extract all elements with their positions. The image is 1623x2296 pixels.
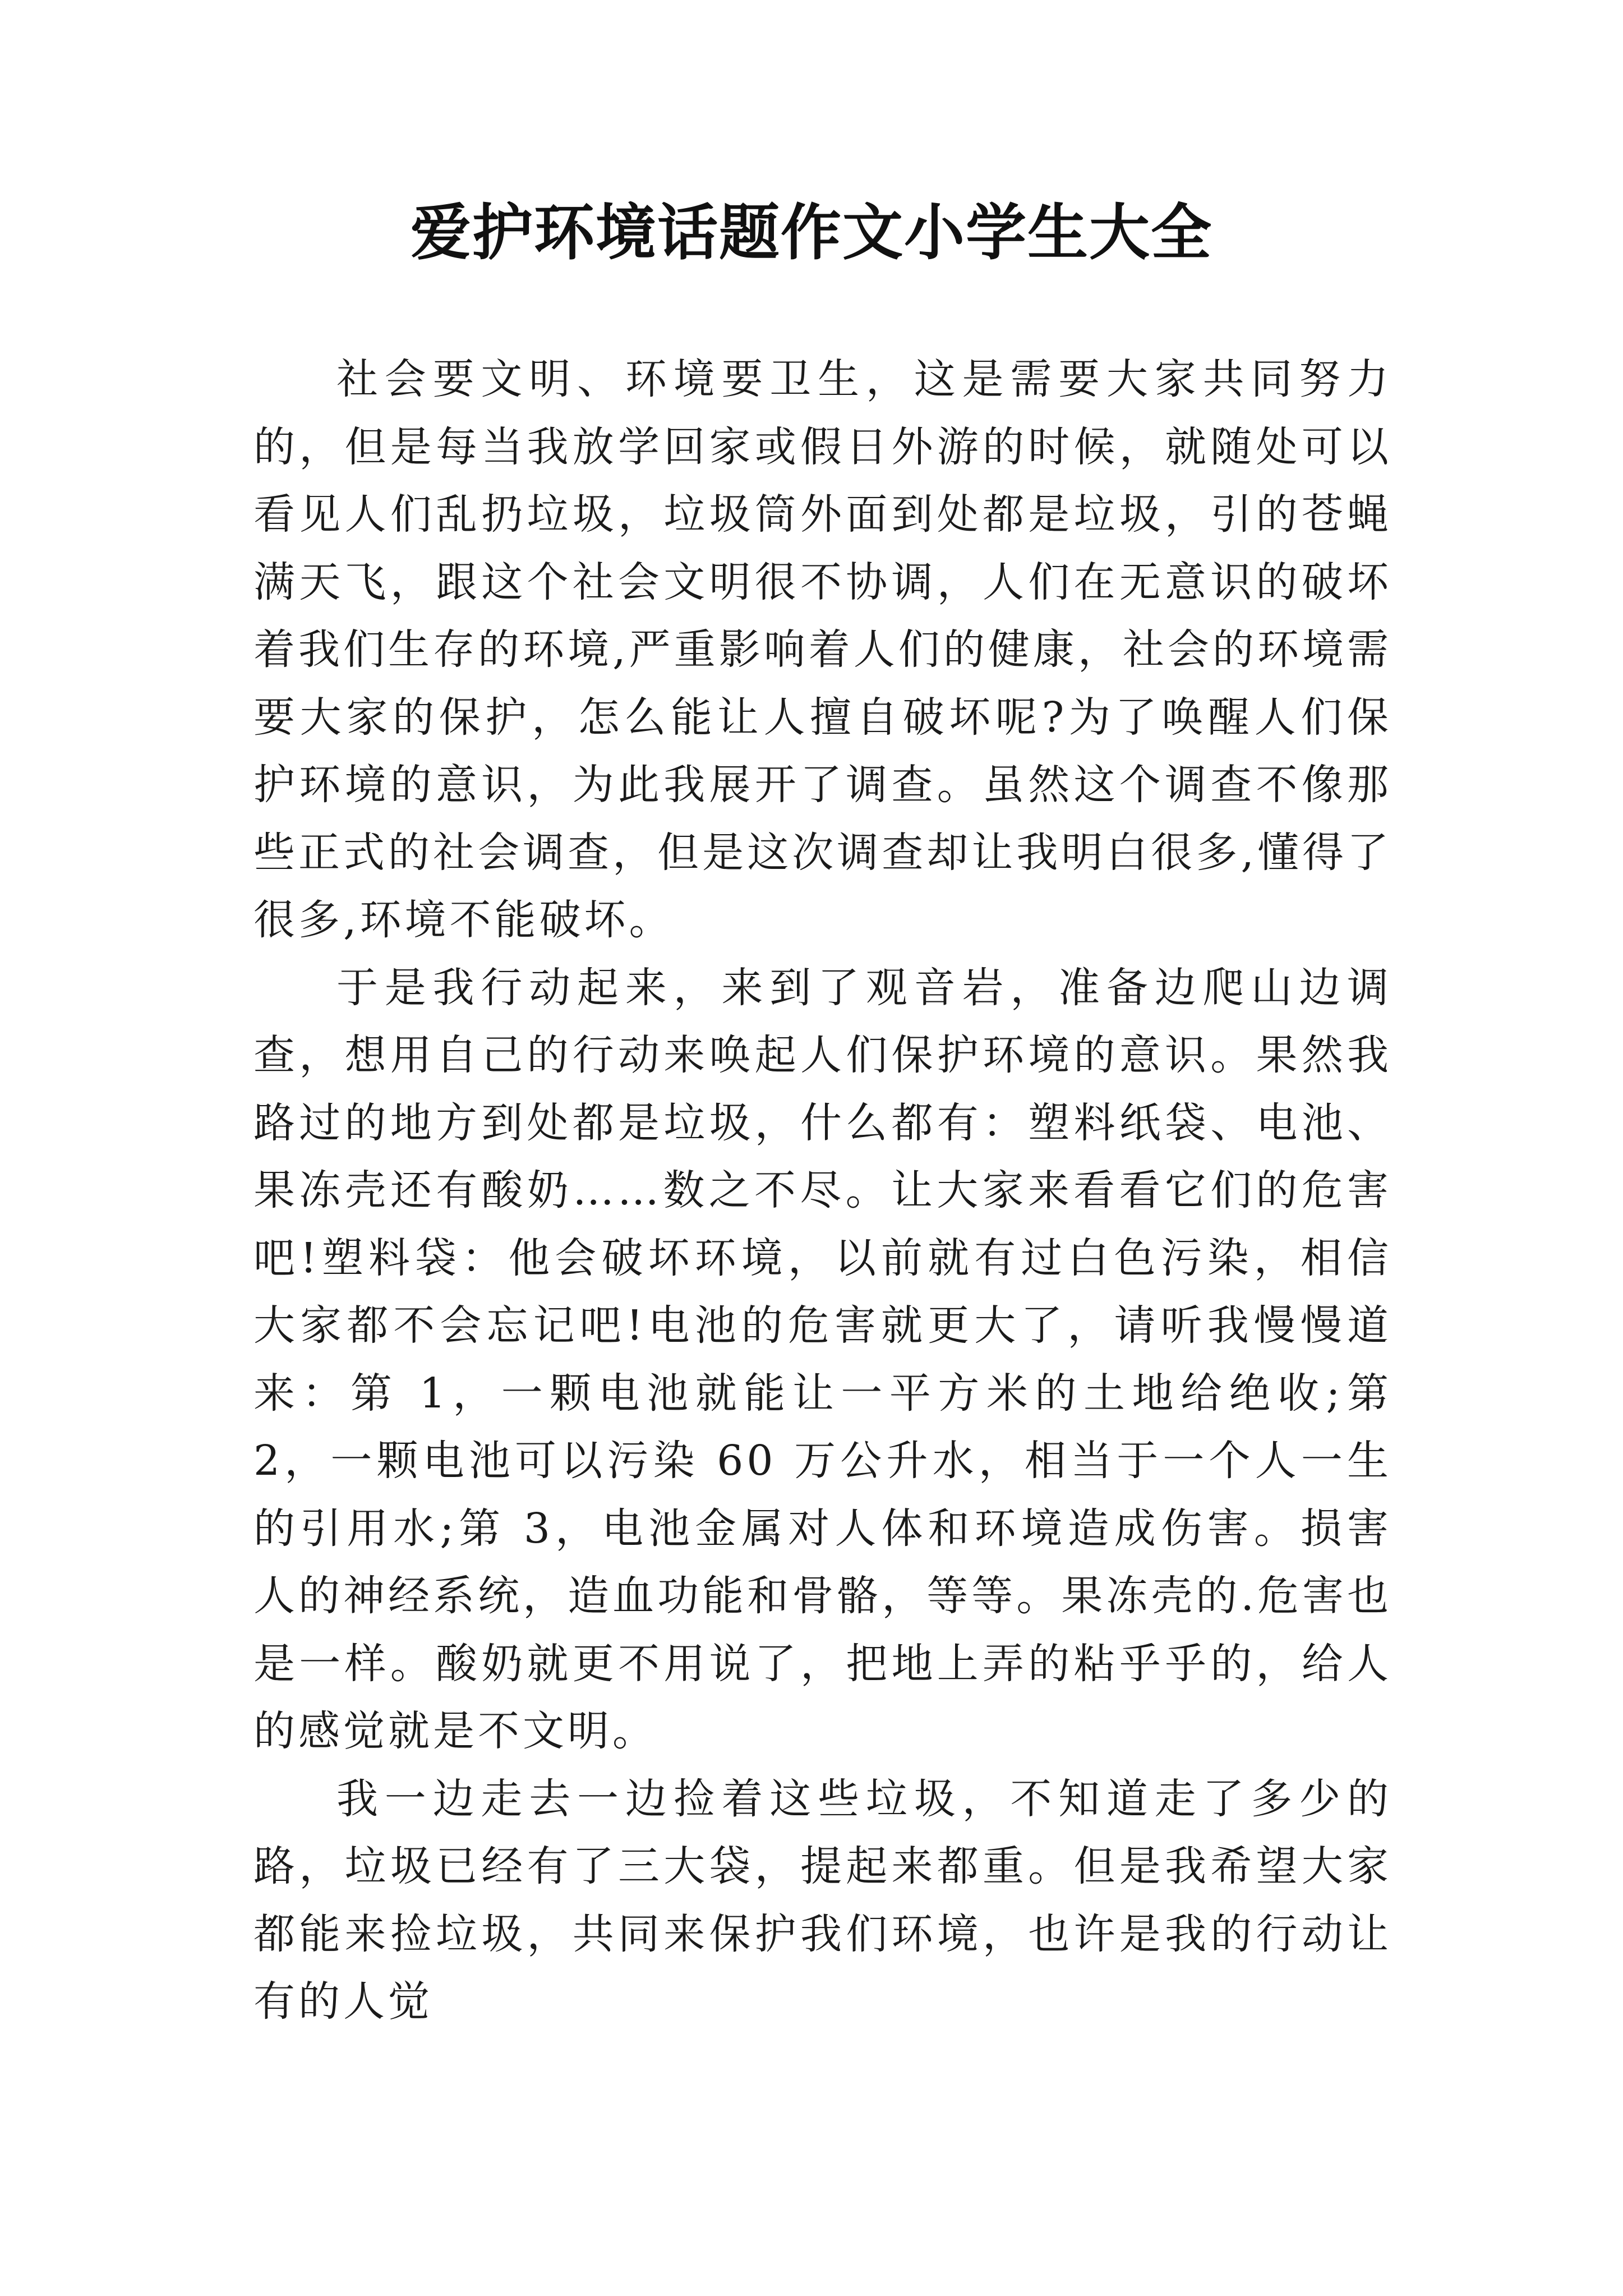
paragraph-1: 社会要文明、环境要卫生，这是需要大家共同努力的，但是每当我放学回家或假日外游的时候，就随处可以看见人们乱扔垃圾，垃圾筒外面到处都是垃圾，引的苍蝇满天飞，跟这个社会文明很不协调，人们在无意识的破坏着我们生存的环境,严重影响着人们的健康，社会的环境需要大家的保护，怎么能让人擅自破坏呢?为了唤醒人们保护环境的意识，为此我展开了调查。虽然这个调查不像那些正式的社会调查，但是这次调查却让我明白很多,懂得了很多,环境不能破坏。	[253, 355, 1392, 944]
paragraph-2: 于是我行动起来，来到了观音岩，准备边爬山边调查，想用自己的行动来唤起人们保护环境的意识。果然我路过的地方到处都是垃圾，什么都有：塑料纸袋、电池、果冻壳还有酸奶……数之不尽。让大家来看看它们的危害吧!塑料袋：他会破坏环境，以前就有过白色污染，相信大家都不会忘记吧!电池的危害就更大了，请听我慢慢道来：第 1，一颗电池就能让一平方米的土地给绝收;第 2，一颗电池可以污染 60 万公升水，相当于一个人一生的引用水;第 3，电池金属对人体和环境造成伤害。损害人的神经系统，造血功能和骨骼，等等。果冻壳的.危害也是一样。酸奶就更不用说了，把地上弄的粘乎乎的，给人的感觉就是不文明。	[253, 963, 1392, 1755]
document-body	[253, 346, 1392, 2036]
document-title: 爱护环境话题作文小学生大全	[410, 197, 1212, 268]
paragraph-3: 我一边走去一边捡着这些垃圾，不知道走了多少的路，垃圾已经有了三大袋，提起来都重。但是我希望大家都能来捡垃圾，共同来保护我们环境，也许是我的行动让有的人觉	[253, 1774, 1392, 2026]
